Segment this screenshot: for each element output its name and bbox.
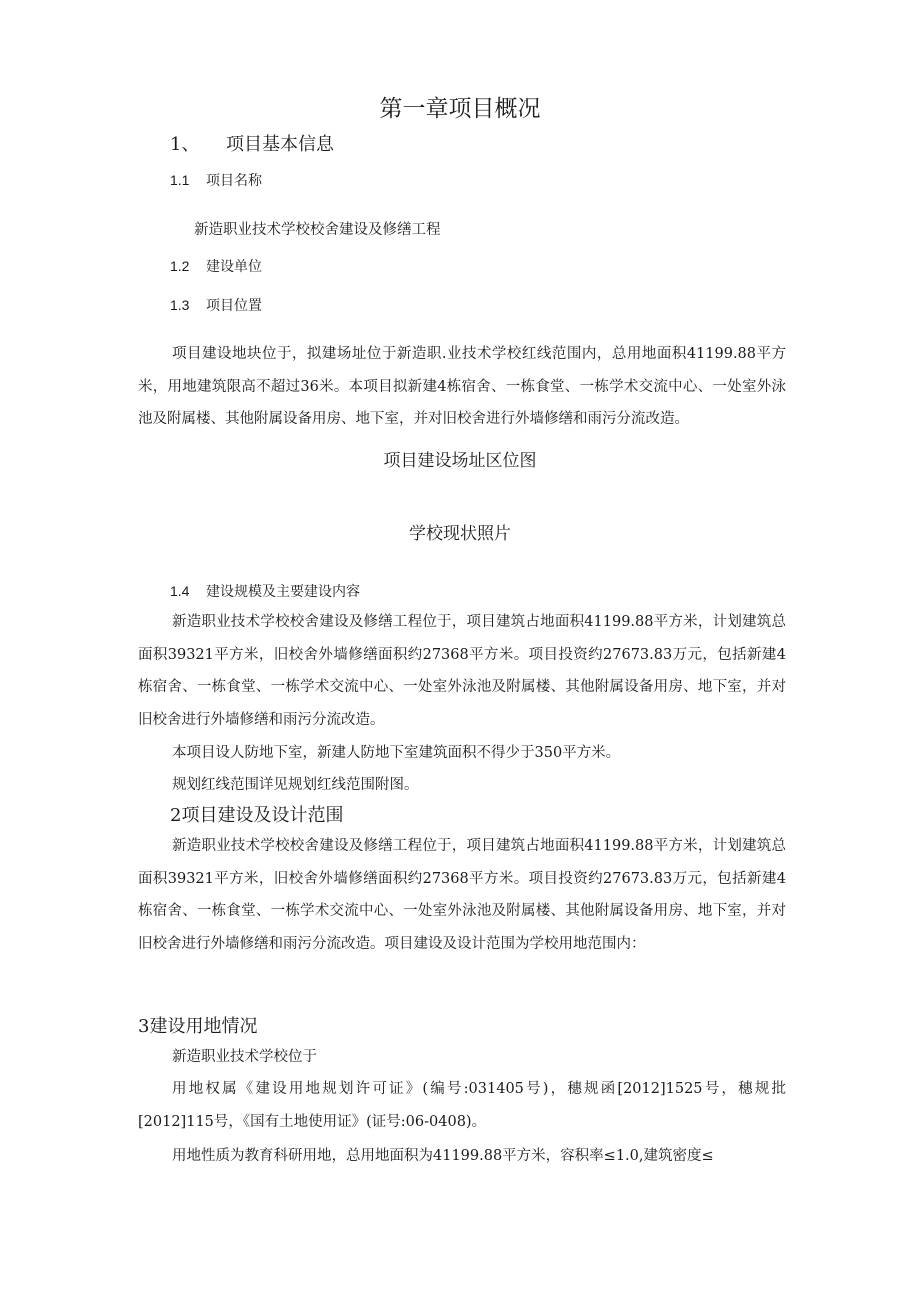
location-paragraph: 项目建设地块位于，拟建场址位于新造职.业技术学校红线范围内，总用地面积41199.88平方米，用地建筑限高不超过36米。本项目拟新建4栋宿舍、一栋食堂、一栋学术交流中心、一处室外泳池及附属楼、其他附属设备用房、地下室，并对旧校舍进行外墙修缮和雨污分流改造。 [138,346,786,427]
section-1-3-heading [170,295,262,315]
redline-paragraph: 规划红线范围详见规划红线范围附图。 [172,777,419,793]
land-nature-paragraph: 用地性质为教育科研用地，总用地面积为41199.88平方米，容积率≤1.0,建筑密度≤ [172,1148,714,1164]
section-1-4-heading [170,581,360,601]
section-3-heading: 3建设用地情况 [138,1016,258,1037]
design-scope-paragraph: 新造职业技术学校校舍建设及修缮工程位于，项目建筑占地面积41199.88平方米，计划建筑总面积39321平方米，旧校舍外墙修缮面积约27368平方米。项目投资约27673.83万元，包括新建4栋宿舍、一栋食堂、一栋学术交流中心、一处室外泳池及附属楼、其他附属设备用房、地下室，并对旧校舍进行外墙修缮和雨污分流改造。项目建设及设计范围为学校用地范围内： [138,838,786,952]
section-2-heading: 2项目建设及设计范围 [170,805,344,826]
section-1-title: 项目基本信息 [226,134,334,155]
figure-caption-school-photos: 学校现状照片 [409,524,511,544]
chapter-title: 第一章项目概况 [379,96,541,122]
project-name: 新造职业技术学校校舍建设及修缮工程 [194,222,441,238]
land-rights-paragraph: 用地权属《建设用地规划许可证》(编号:031405号)，穗规函[2012]1525号，穗规批[2012]115号，《国有土地使用证》(证号:06-0408)。 [138,1081,786,1130]
figure-caption-site-location: 项目建设场址区位图 [383,451,537,471]
scale-paragraph: 新造职业技术学校校舍建设及修缮工程位于，项目建筑占地面积41199.88平方米，计划建筑总面积39321平方米，旧校舍外墙修缮面积约27368平方米。项目投资约27673.83万元，包括新建4栋宿舍、一栋食堂、一栋学术交流中心、一处室外泳池及附属楼、其他附属设备用房、地下室，并对旧校舍进行外墙修缮和雨污分流改造。 [138,614,786,728]
section-1-1-title: 项目名称 [206,173,262,189]
section-1-3-number: 1.3 [170,297,190,313]
section-1-1-number: 1.1 [170,172,190,188]
section-1-2-number: 1.2 [170,258,190,274]
section-1-4-number: 1.4 [170,583,190,599]
section-1-heading [170,130,334,156]
civil-defense-paragraph: 本项目设人防地下室，新建人防地下室建筑面积不得少于350平方米。 [172,745,621,761]
section-1-3-title: 项目位置 [206,298,262,314]
section-1-2-heading [170,256,262,276]
section-1-number: 1、 [170,134,200,155]
section-1-2-title: 建设单位 [206,259,262,275]
land-location-paragraph: 新造职业技术学校位于 [172,1049,317,1065]
section-1-1-heading [170,170,262,190]
section-1-4-title: 建设规模及主要建设内容 [206,584,360,600]
